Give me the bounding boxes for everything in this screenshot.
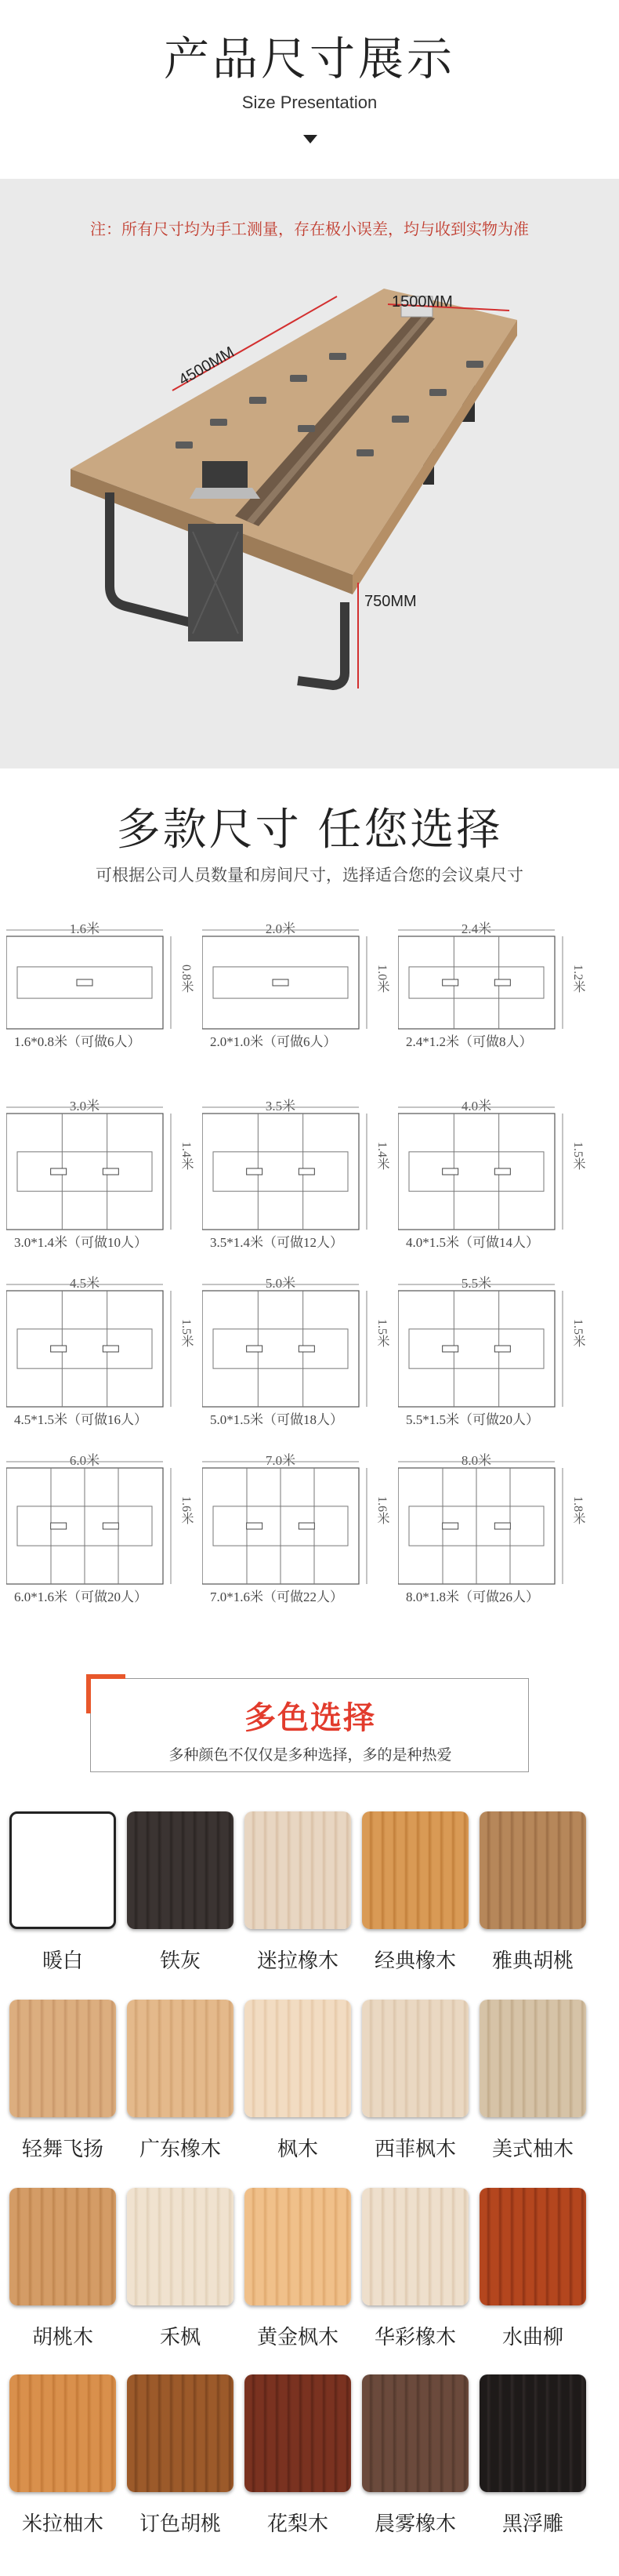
color-name: 黑浮雕: [501, 2512, 563, 2536]
color-swatch: [5, 2000, 121, 2178]
table-plan-diagram: [398, 1459, 580, 1588]
size-option: [202, 917, 407, 1070]
color-swatch: [5, 2188, 121, 2367]
size-presentation-header: [0, 0, 619, 165]
color-name: 黄金枫木: [256, 2326, 338, 2349]
size-caption: 4.0*1.5米（可做14人）: [406, 1235, 539, 1250]
color-chip: [9, 2188, 116, 2305]
color-chip: [127, 1811, 233, 1929]
color-swatch: [475, 2188, 591, 2367]
color-chip: [9, 2374, 116, 2492]
table-width-label: 1.2米: [571, 965, 585, 993]
color-chip: [127, 2000, 233, 2117]
color-name: 美式柚木: [491, 2138, 574, 2161]
table-width-label: 1.5米: [571, 1142, 585, 1170]
size-caption: 1.6*0.8米（可做6人）: [14, 1034, 141, 1049]
color-swatch: [122, 2000, 238, 2178]
size-option: [398, 1095, 603, 1248]
color-name: 暖白: [42, 1949, 83, 1973]
size-option: [398, 917, 603, 1070]
color-chip: [244, 1811, 351, 1929]
color-chip: [9, 2000, 116, 2117]
sizes-header: [0, 784, 619, 902]
color-swatch: [475, 2000, 591, 2178]
dimension-length-label: 4500MM: [176, 343, 237, 390]
colors-title: 多色选择: [244, 1700, 376, 1736]
table-width-label: 1.4米: [179, 1142, 193, 1170]
size-option: [398, 1272, 603, 1425]
colors-subtitle: 多种颜色不仅仅是多种选择，多的是种热爱: [168, 1746, 452, 1764]
table-width-label: 1.5米: [179, 1319, 193, 1347]
color-swatch: [357, 2188, 473, 2367]
table-plan-diagram: [398, 1281, 580, 1411]
table-length-label: 1.6米: [69, 921, 100, 936]
size-option: [6, 917, 212, 1070]
accent-bar: [86, 1674, 125, 1679]
table-plan-diagram: [202, 1281, 384, 1411]
sizes-title: 多款尺寸 任您选择: [116, 805, 503, 856]
section-title: 产品尺寸展示: [163, 32, 455, 85]
color-swatch: [240, 2000, 356, 2178]
table-length-label: 7.0米: [265, 1453, 296, 1468]
color-name: 水曲柳: [501, 2326, 563, 2349]
color-name: 经典橡木: [374, 1949, 456, 1973]
table-width-label: 1.5米: [375, 1319, 389, 1347]
size-caption: 4.5*1.5米（可做16人）: [14, 1412, 147, 1427]
conference-table-illustration: [0, 179, 619, 768]
color-name: 胡桃木: [31, 2326, 93, 2349]
size-caption: 5.5*1.5米（可做20人）: [406, 1412, 539, 1427]
table-width-label: 1.6米: [375, 1496, 389, 1524]
table-length-label: 5.0米: [265, 1276, 296, 1291]
color-swatch: [240, 1811, 356, 1990]
color-chip: [480, 1811, 586, 1929]
table-plan-diagram: [202, 1104, 384, 1234]
color-name: 华彩橡木: [374, 2326, 456, 2349]
table-plan-diagram: [202, 1459, 384, 1588]
color-name: 迷拉橡木: [256, 1949, 338, 1973]
color-name: 订色胡桃: [139, 2512, 221, 2536]
table-length-label: 4.0米: [461, 1099, 492, 1114]
size-option: [6, 1272, 212, 1425]
color-chip: [244, 2374, 351, 2492]
table-length-label: 8.0米: [461, 1453, 492, 1468]
table-width-label: 1.8米: [571, 1496, 585, 1524]
color-chip: [362, 2000, 469, 2117]
color-chip: [362, 2374, 469, 2492]
color-swatch: [357, 2374, 473, 2553]
table-plan-diagram: [398, 1104, 580, 1234]
colors-header: [90, 1678, 529, 1772]
table-width-label: 0.8米: [179, 965, 193, 993]
color-swatch: [122, 1811, 238, 1990]
color-swatch: [122, 2374, 238, 2553]
color-chip: [362, 1811, 469, 1929]
color-swatch: [5, 2374, 121, 2553]
size-option: [202, 1449, 407, 1602]
sizes-subtitle: 可根据公司人员数量和房间尺寸，选择适合您的会议桌尺寸: [96, 866, 523, 885]
table-plan-diagram: [6, 1459, 188, 1588]
color-name: 西菲枫木: [374, 2138, 456, 2161]
color-chip: [9, 1811, 116, 1929]
size-caption: 3.5*1.4米（可做12人）: [210, 1235, 343, 1250]
size-grid: [0, 917, 619, 1608]
color-swatch: [122, 2188, 238, 2367]
table-plan-diagram: [6, 1104, 188, 1234]
color-swatch: [5, 1811, 121, 1990]
color-chip: [480, 2188, 586, 2305]
color-name: 晨雾橡木: [374, 2512, 456, 2536]
table-length-label: 2.0米: [265, 921, 296, 936]
size-option: [398, 1449, 603, 1602]
color-name: 花梨木: [266, 2512, 328, 2536]
section-subtitle: Size Presentation: [241, 93, 378, 112]
size-option: [202, 1272, 407, 1425]
size-caption: 3.0*1.4米（可做10人）: [14, 1235, 147, 1250]
down-triangle-icon: [303, 135, 317, 144]
color-chip: [127, 2188, 233, 2305]
table-length-label: 2.4米: [461, 921, 492, 936]
size-caption: 7.0*1.6米（可做22人）: [210, 1590, 343, 1604]
color-swatch: [475, 1811, 591, 1990]
color-chip: [480, 2000, 586, 2117]
size-option: [202, 1095, 407, 1248]
color-swatches: [0, 1811, 619, 2576]
size-caption: 2.4*1.2米（可做8人）: [406, 1034, 533, 1049]
color-name: 禾枫: [159, 2326, 201, 2349]
color-swatch: [475, 2374, 591, 2553]
size-option: [6, 1095, 212, 1248]
color-chip: [127, 2374, 233, 2492]
table-plan-diagram: [6, 1281, 188, 1411]
color-name: 枫木: [277, 2138, 318, 2161]
color-name: 米拉柚木: [21, 2512, 103, 2536]
table-width-label: 1.0米: [375, 965, 389, 993]
size-caption: 8.0*1.8米（可做26人）: [406, 1590, 539, 1604]
color-name: 铁灰: [159, 1949, 201, 1973]
size-caption: 5.0*1.5米（可做18人）: [210, 1412, 343, 1427]
color-chip: [362, 2188, 469, 2305]
color-name: 雅典胡桃: [491, 1949, 574, 1973]
table-length-label: 5.5米: [461, 1276, 492, 1291]
color-name: 广东橡木: [139, 2138, 221, 2161]
color-chip: [244, 2188, 351, 2305]
table-length-label: 4.5米: [69, 1276, 100, 1291]
dimension-height-label: 750MM: [364, 593, 417, 610]
color-chip: [480, 2374, 586, 2492]
size-caption: 2.0*1.0米（可做6人）: [210, 1034, 337, 1049]
color-swatch: [357, 1811, 473, 1990]
color-swatch: [240, 2374, 356, 2553]
color-name: 轻舞飞扬: [21, 2138, 103, 2161]
size-option: [6, 1449, 212, 1602]
measurement-note: 注：所有尺寸均为手工测量，存在极小误差，均与收到实物为准: [90, 220, 529, 238]
product-photo-area: [0, 179, 619, 768]
table-width-label: 1.6米: [179, 1496, 193, 1524]
color-swatch: [240, 2188, 356, 2367]
table-length-label: 6.0米: [69, 1453, 100, 1468]
table-width-label: 1.5米: [571, 1319, 585, 1347]
dimension-width-label: 1500MM: [392, 293, 453, 311]
size-caption: 6.0*1.6米（可做20人）: [14, 1590, 147, 1604]
color-chip: [244, 2000, 351, 2117]
color-swatch: [357, 2000, 473, 2178]
table-length-label: 3.5米: [265, 1099, 296, 1114]
table-width-label: 1.4米: [375, 1142, 389, 1170]
table-length-label: 3.0米: [69, 1099, 100, 1114]
